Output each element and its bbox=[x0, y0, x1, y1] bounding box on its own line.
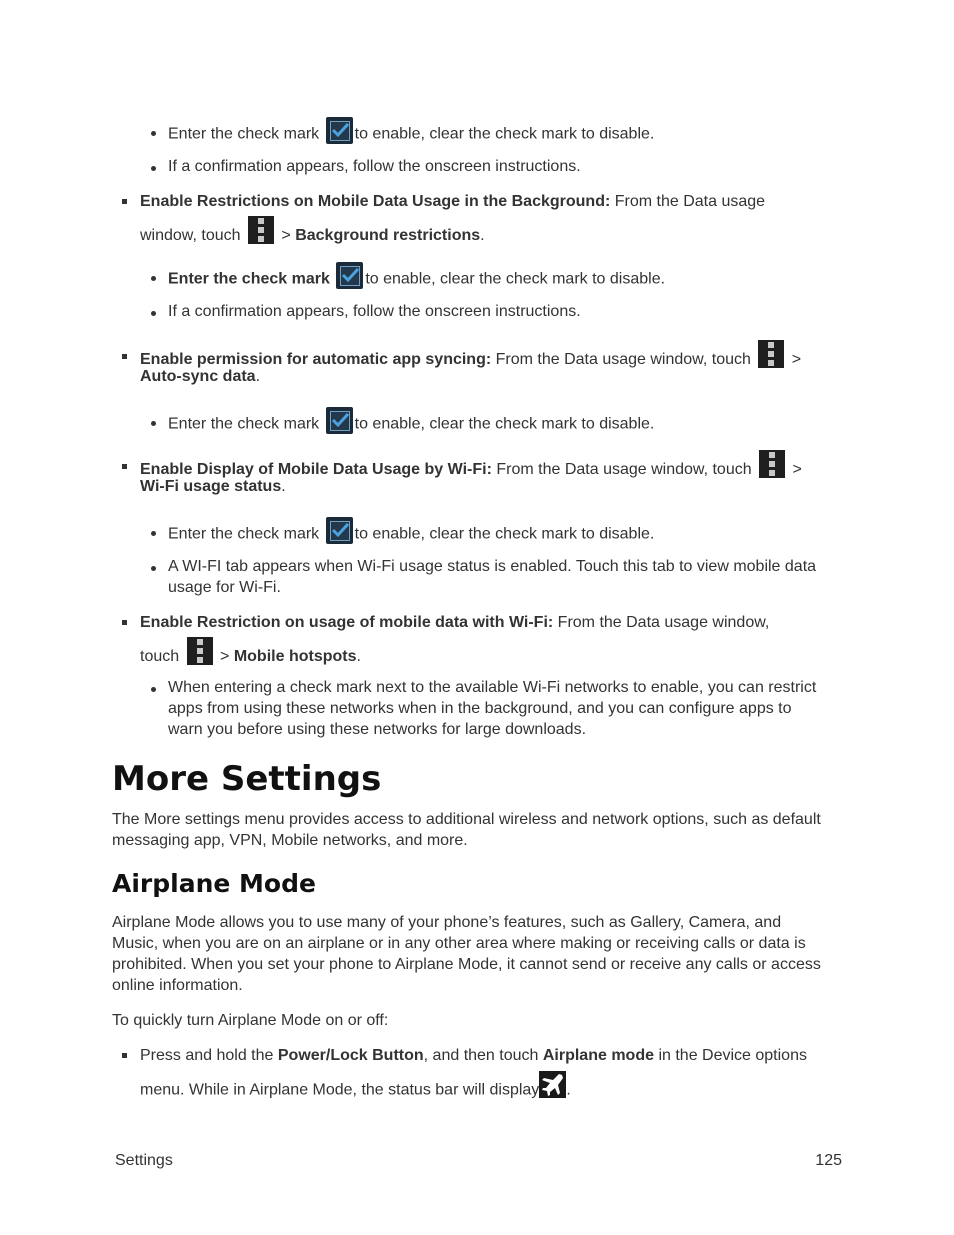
list-item: If a confirmation appears, follow the onscreen instructions. bbox=[168, 303, 581, 320]
paragraph-line: Airplane Mode allows you to use many of your phone’s features, such as Gallery, Camera, and bbox=[112, 914, 782, 931]
paragraph-line: online information. bbox=[112, 977, 243, 994]
bullet-dot bbox=[151, 166, 156, 171]
item-text: . bbox=[255, 368, 261, 385]
list-item-cont: warn you before using these networks for large downloads. bbox=[168, 721, 587, 738]
item-bold: Airplane mode bbox=[542, 1047, 654, 1064]
list-item-cont: apps from using these networks when in the background, and you can configure apps to bbox=[168, 700, 792, 717]
list-item bbox=[140, 612, 769, 633]
item-text: Enter the check mark bbox=[168, 125, 320, 143]
checkbox-checked-icon bbox=[326, 517, 353, 544]
item-bold: Background restrictions bbox=[295, 227, 481, 245]
bullet-dot bbox=[151, 276, 156, 281]
list-item bbox=[168, 411, 654, 438]
menu-overflow-icon bbox=[248, 216, 274, 244]
list-item bbox=[168, 521, 654, 548]
list-item-cont bbox=[140, 366, 260, 387]
item-text: From the Data usage window, touch bbox=[491, 351, 751, 369]
bullet-dot bbox=[151, 311, 156, 316]
item-text: Enter the check mark bbox=[168, 415, 320, 433]
list-item-cont bbox=[140, 643, 361, 671]
bullet-dot bbox=[151, 531, 156, 536]
item-text: . bbox=[356, 648, 361, 666]
bullet-dot bbox=[151, 566, 156, 571]
subsection-heading: Airplane Mode bbox=[112, 869, 316, 898]
item-text: menu. While in Airplane Mode, the status bar will display bbox=[140, 1081, 540, 1099]
paragraph-line: messaging app, VPN, Mobile networks, and more. bbox=[112, 832, 468, 849]
bullet-square bbox=[122, 1053, 127, 1058]
item-text: > bbox=[788, 461, 802, 479]
item-title: Enable Restrictions on Mobile Data Usage in the Background: bbox=[140, 193, 611, 210]
bullet-square bbox=[122, 199, 127, 204]
item-title: Enable Restriction on usage of mobile data with Wi-Fi: bbox=[140, 614, 554, 631]
paragraph-line: prohibited. When you set your phone to Airplane Mode, it cannot send or receive any calls or access bbox=[112, 956, 821, 973]
menu-overflow-icon bbox=[758, 340, 784, 368]
item-text: Enter the check mark bbox=[168, 525, 320, 543]
bullet-dot bbox=[151, 131, 156, 136]
item-bold: Wi-Fi usage status bbox=[140, 478, 282, 495]
list-item: A WI-FI tab appears when Wi-Fi usage status is enabled. Touch this tab to view mobile data bbox=[168, 558, 817, 575]
item-text: > bbox=[276, 227, 296, 245]
item-title: Enter the check mark bbox=[168, 270, 330, 288]
item-text: , and then touch bbox=[423, 1047, 543, 1064]
item-text: . bbox=[480, 227, 485, 245]
item-text: in the Device options bbox=[654, 1047, 807, 1064]
menu-overflow-icon bbox=[187, 637, 213, 665]
item-text: From the Data usage window, bbox=[553, 614, 770, 631]
list-item bbox=[140, 191, 765, 212]
airplane-icon bbox=[539, 1071, 566, 1098]
item-bold: Mobile hotspots bbox=[233, 648, 357, 666]
item-text: From the Data usage window, touch bbox=[491, 461, 752, 479]
page-number: 125 bbox=[815, 1152, 842, 1169]
list-item bbox=[168, 266, 665, 293]
item-text: . bbox=[566, 1081, 571, 1099]
list-item-cont bbox=[140, 1077, 571, 1104]
list-item: When entering a check mark next to the available Wi-Fi networks to enable, you can restrict bbox=[168, 679, 817, 696]
section-heading: More Settings bbox=[112, 759, 382, 799]
item-text: > bbox=[787, 351, 802, 369]
bullet-square bbox=[122, 354, 127, 359]
bullet-dot bbox=[151, 421, 156, 426]
item-text: to enable, clear the check mark to disable. bbox=[354, 125, 655, 143]
bullet-square bbox=[122, 464, 127, 469]
item-bold: Auto-sync data bbox=[140, 368, 256, 385]
item-title: Enable permission for automatic app syncing: bbox=[140, 351, 492, 369]
item-bold: Power/Lock Button bbox=[277, 1047, 424, 1064]
checkbox-checked-icon bbox=[326, 117, 353, 144]
bullet-dot bbox=[151, 687, 156, 692]
list-item-cont: usage for Wi-Fi. bbox=[168, 579, 281, 596]
list-item bbox=[168, 121, 654, 148]
checkbox-checked-icon bbox=[326, 407, 353, 434]
menu-overflow-icon bbox=[759, 450, 785, 478]
list-item bbox=[140, 1045, 807, 1066]
paragraph-line: To quickly turn Airplane Mode on or off: bbox=[112, 1012, 389, 1029]
item-text: window, touch bbox=[140, 227, 241, 245]
item-text: to enable, clear the check mark to disable. bbox=[365, 270, 666, 288]
item-text: > bbox=[215, 648, 234, 666]
item-text: . bbox=[281, 478, 286, 495]
paragraph-line: Music, when you are on an airplane or in any other area where making or receiving calls or data is bbox=[112, 935, 806, 952]
checkbox-checked-icon bbox=[336, 262, 363, 289]
item-text: to enable, clear the check mark to disable. bbox=[354, 525, 655, 543]
item-text: touch bbox=[140, 648, 180, 666]
item-text: Press and hold the bbox=[140, 1047, 278, 1064]
list-item-cont bbox=[140, 476, 286, 497]
item-text: to enable, clear the check mark to disable. bbox=[354, 415, 655, 433]
item-title: Enable Display of Mobile Data Usage by Wi-Fi: bbox=[140, 461, 492, 479]
list-item-cont bbox=[140, 222, 485, 250]
bullet-square bbox=[122, 620, 127, 625]
list-item: If a confirmation appears, follow the onscreen instructions. bbox=[168, 158, 581, 175]
footer-section: Settings bbox=[115, 1152, 173, 1169]
item-text: From the Data usage bbox=[610, 193, 766, 210]
paragraph-line: The More settings menu provides access to additional wireless and network options, such as default bbox=[112, 811, 821, 828]
